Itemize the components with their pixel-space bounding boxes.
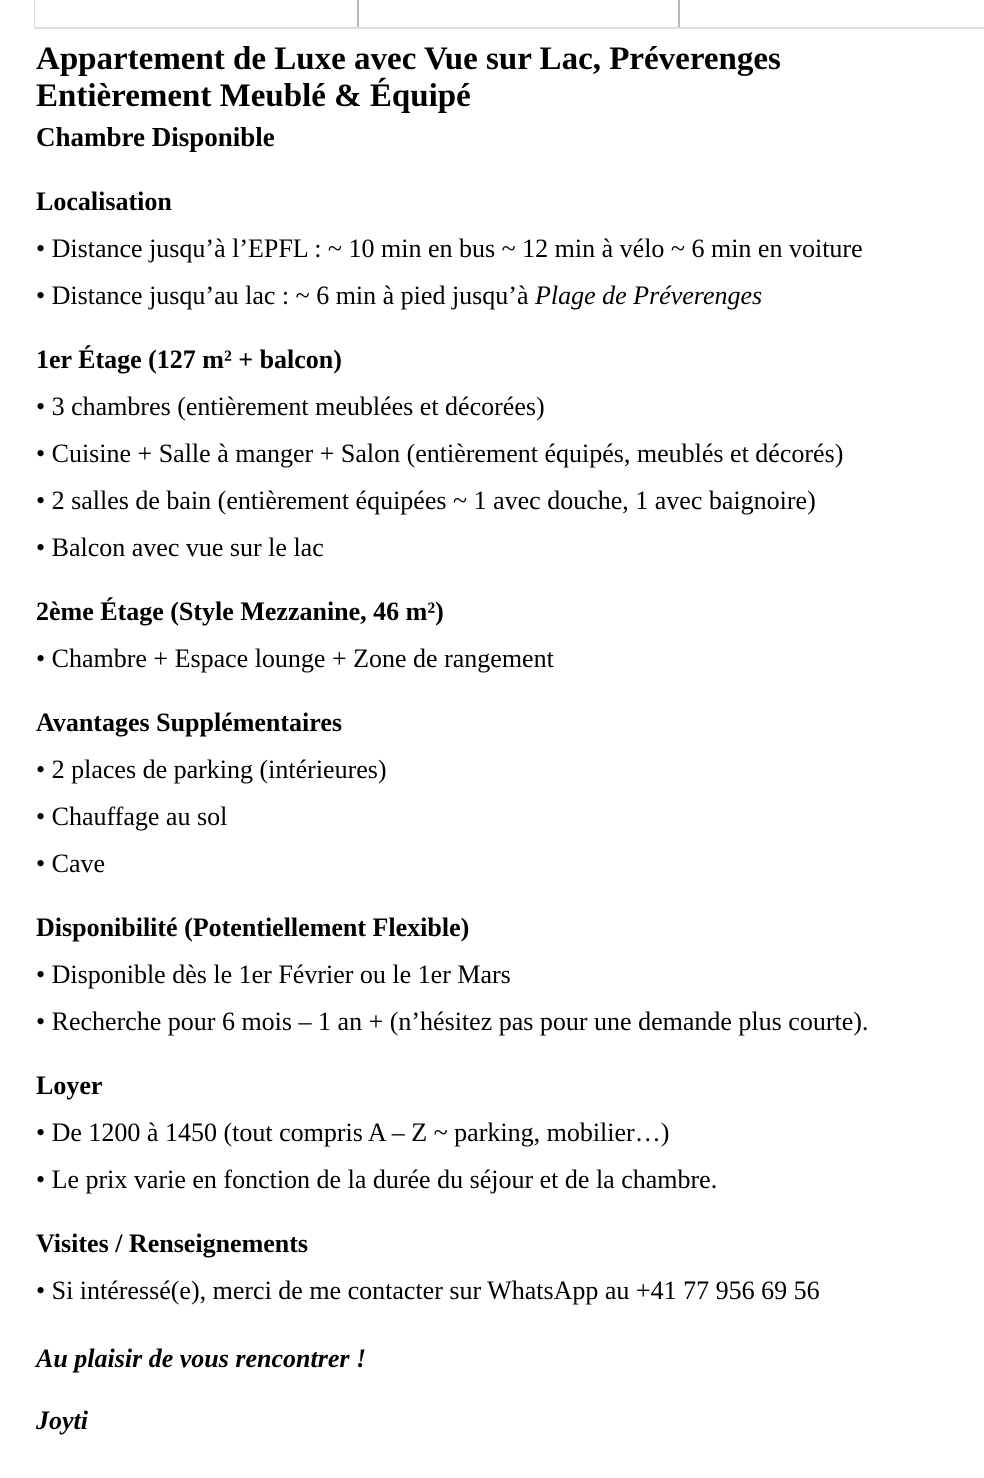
listing-title xyxy=(36,41,974,115)
section-heading-visites: Visites / Renseignements xyxy=(36,1229,309,1258)
bullet-text-italic: Plage de Préverenges xyxy=(535,281,763,310)
bullet-item: • 3 chambres (entièrement meublées et décorées) xyxy=(36,392,545,421)
title-line-2: Entièrement Meublé & Équipé xyxy=(36,78,471,114)
table-cell xyxy=(359,0,680,27)
title-line-1: Appartement de Luxe avec Vue sur Lac, Préverenges xyxy=(36,41,781,77)
bullet-text: • Distance jusqu’au lac : ~ 6 min à pied jusqu’à xyxy=(36,281,535,310)
table-row-remnant xyxy=(34,0,984,29)
bullet-item: • Disponible dès le 1er Février ou le 1er Mars xyxy=(36,960,511,989)
section-heading-1er-etage: 1er Étage (127 m² + balcon) xyxy=(36,345,342,374)
section-heading-disponibilite: Disponibilité (Potentiellement Flexible) xyxy=(36,913,470,942)
bullet-item: • Chambre + Espace lounge + Zone de rangement xyxy=(36,644,554,673)
section-heading-2eme-etage: 2ème Étage (Style Mezzanine, 46 m²) xyxy=(36,597,444,626)
section-heading-localisation: Localisation xyxy=(36,187,172,216)
listing-content xyxy=(0,41,984,1436)
bullet-item: • Distance jusqu’à l’EPFL : ~ 10 min en bus ~ 12 min à vélo ~ 6 min en voiture xyxy=(36,234,863,263)
bullet-item: • Recherche pour 6 mois – 1 an + (n’hésitez pas pour une demande plus courte). xyxy=(36,1007,869,1036)
closing-signature: Joyti xyxy=(36,1406,88,1435)
bullet-item: • Chauffage au sol xyxy=(36,802,228,831)
bullet-item: • Cuisine + Salle à manger + Salon (entièrement équipés, meublés et décorés) xyxy=(36,439,844,468)
bullet-item: • Cave xyxy=(36,849,106,878)
table-cell xyxy=(680,0,984,27)
bullet-item: • Balcon avec vue sur le lac xyxy=(36,533,324,562)
bullet-item: • Le prix varie en fonction de la durée du séjour et de la chambre. xyxy=(36,1165,718,1194)
closing-farewell: Au plaisir de vous rencontrer ! xyxy=(36,1344,367,1373)
bullet-item xyxy=(36,281,974,311)
bullet-item: • 2 places de parking (intérieures) xyxy=(36,755,387,784)
bullet-item: • De 1200 à 1450 (tout compris A – Z ~ parking, mobilier…) xyxy=(36,1118,670,1147)
bullet-item: • 2 salles de bain (entièrement équipées ~ 1 avec douche, 1 avec baignoire) xyxy=(36,486,816,515)
section-heading-avantages: Avantages Supplémentaires xyxy=(36,708,342,737)
bullet-item: • Si intéressé(e), merci de me contacter sur WhatsApp au +41 77 956 69 56 xyxy=(36,1276,820,1305)
section-heading-loyer: Loyer xyxy=(36,1071,103,1100)
table-cell xyxy=(35,0,359,27)
listing-subtitle: Chambre Disponible xyxy=(36,122,275,152)
